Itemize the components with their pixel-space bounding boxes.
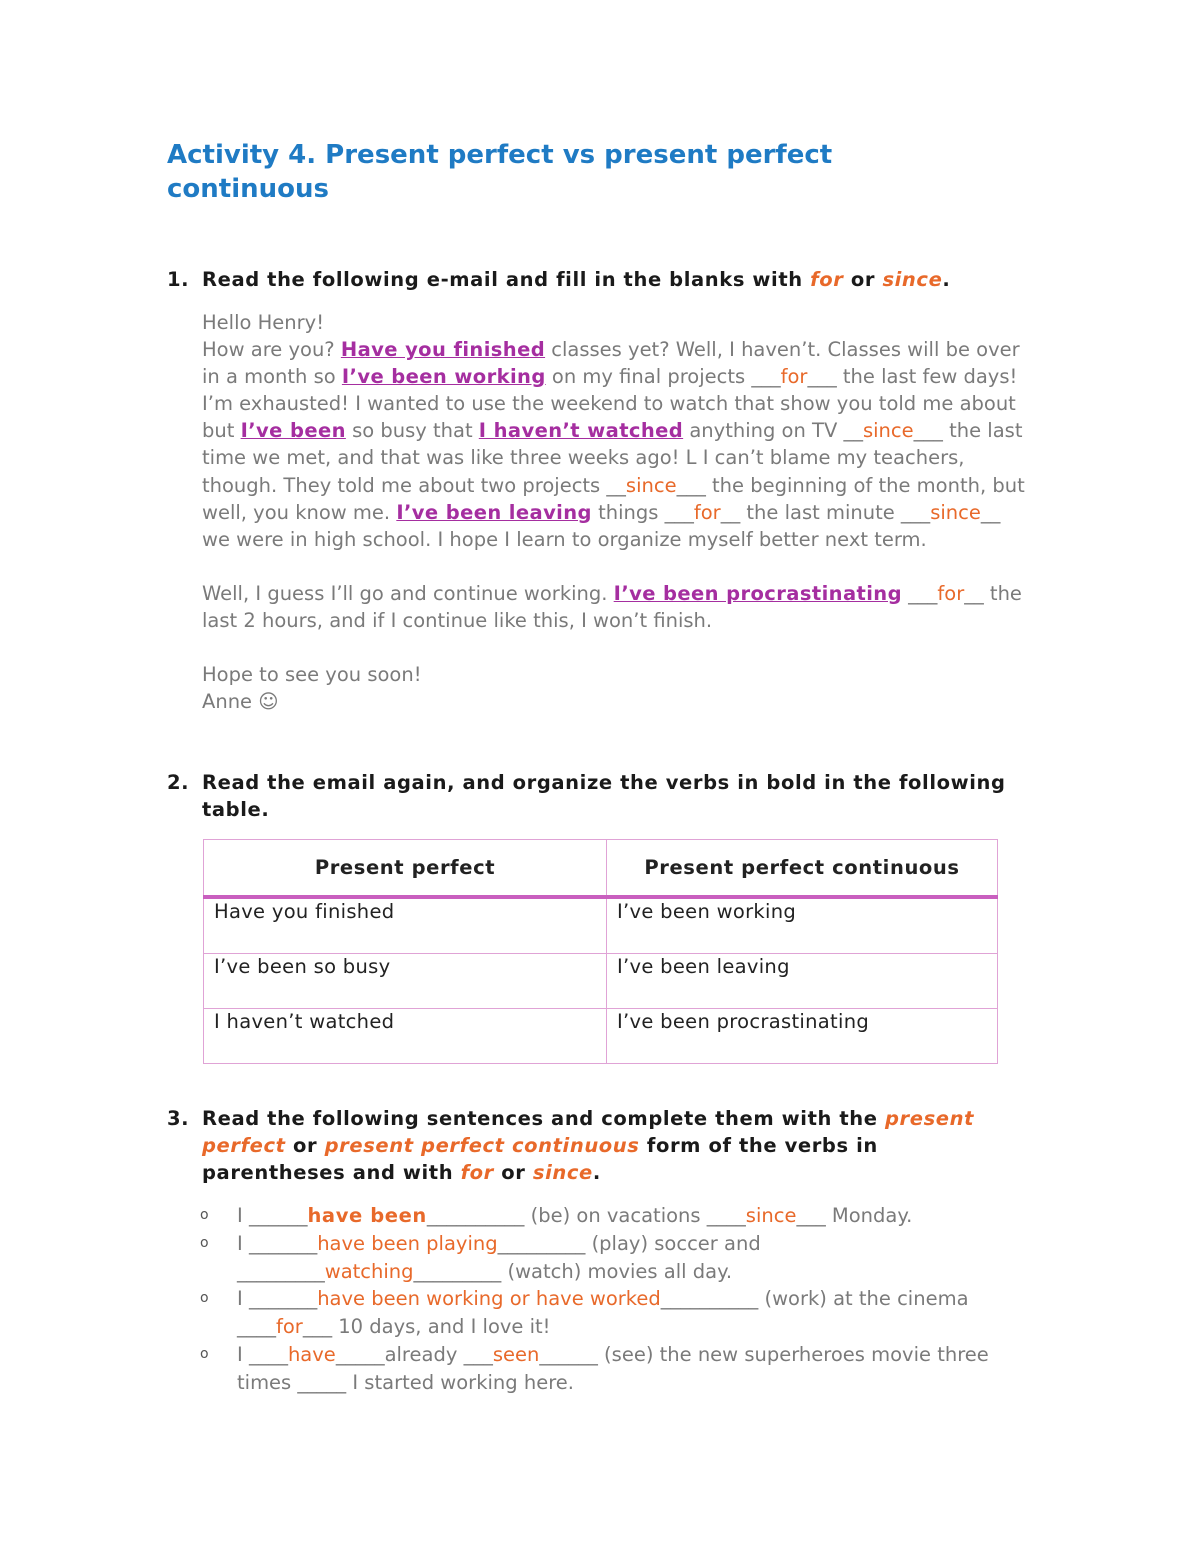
question-text-part: form of the verbs in parentheses and with <box>202 1134 878 1184</box>
answer-text: have been playing <box>317 1231 498 1255</box>
paragraph-gap <box>202 634 1032 661</box>
email-text: ___ the last few days! I’m exhausted! I wanted to use the weekend to watch that show you told me about but <box>202 365 1018 443</box>
answer-text: for <box>276 1315 303 1339</box>
question-text-part: . <box>592 1161 601 1184</box>
email-text: things ___ <box>591 500 694 524</box>
question-text-part: Read the following sentences and complete them with the <box>202 1107 885 1130</box>
list-item <box>200 1285 1030 1341</box>
answer-text: have been <box>307 1204 427 1227</box>
table-cell: I’ve been procrastinating <box>607 1009 998 1064</box>
question-text <box>202 1105 1027 1186</box>
sentence-text: I _______ <box>237 1287 318 1311</box>
table-row <box>204 1009 998 1064</box>
column-header-present-perfect: Present perfect <box>204 840 607 898</box>
sentence-text: I ______ <box>237 1204 308 1227</box>
list-item <box>200 1202 1030 1230</box>
option-present-perfect-continuous: present perfect continuous <box>324 1134 640 1157</box>
answer-text: since <box>745 1204 797 1227</box>
email-signature: Anne ☺ <box>202 690 279 714</box>
question-number: 1. <box>167 268 190 291</box>
list-item <box>200 1230 1030 1286</box>
blank-answer: since <box>862 419 914 443</box>
bold-verb: I’ve been leaving <box>396 500 592 524</box>
blank-answer: for <box>693 500 721 524</box>
sentence-text: _____already ___ <box>335 1342 493 1366</box>
email-text: How are you? <box>202 338 341 362</box>
list-item <box>200 1341 1030 1397</box>
question-text <box>202 266 1027 293</box>
blank-answer: since <box>930 500 981 524</box>
email-text: Well, I guess I’ll go and continue working. <box>202 581 614 605</box>
blank-answer: for <box>937 581 965 605</box>
email-text: ___ the beginning of the month, but well, you know me. <box>202 473 1025 524</box>
answer-text: watching <box>324 1259 414 1283</box>
bullet-icon: o <box>200 1207 209 1223</box>
bold-verb: I’ve been working <box>341 365 546 389</box>
email-text: __ we were in high school. I hope I learn to organize myself better next term. <box>202 500 1001 551</box>
exercise-list <box>200 1202 1030 1397</box>
bold-verb: I’ve been <box>240 419 346 443</box>
bold-verb: Have you finished <box>340 338 546 362</box>
sentence-text: _________ (watch) movies all day. <box>413 1259 733 1283</box>
option-present-perfect: present perfect <box>202 1107 975 1157</box>
option-since: since <box>532 1161 593 1184</box>
column-header-present-perfect-continuous: Present perfect continuous <box>607 840 998 898</box>
table-cell: I’ve been working <box>607 897 998 954</box>
table-cell: I haven’t watched <box>204 1009 607 1064</box>
answer-text: seen <box>492 1342 540 1366</box>
question-text-part: . <box>942 268 951 291</box>
question-text-part: or <box>493 1161 533 1184</box>
email-text: __ the last 2 hours, and if I continue like this, I won’t finish. <box>202 581 1022 632</box>
email-text: on my final projects ___ <box>545 365 781 389</box>
email-text: ___ <box>901 581 938 605</box>
blank-answer: since <box>625 473 677 497</box>
table-cell: Have you finished <box>204 897 607 954</box>
email-text: anything on TV __ <box>683 419 863 443</box>
sentence-text: ______ (see) the new superheroes movie three times _____ I started working here. <box>237 1342 989 1394</box>
sentence-text: __________ (work) at the cinema ____ <box>237 1287 969 1339</box>
blank-answer: for <box>780 365 808 389</box>
answer-text: have <box>287 1342 336 1366</box>
email-paragraph-2 <box>202 580 1032 634</box>
email-body <box>202 309 1032 715</box>
bullet-icon: o <box>200 1234 209 1251</box>
verbs-table <box>203 839 998 1064</box>
page-title: Activity 4. Present perfect vs present perfect continuous <box>167 140 833 204</box>
email-greeting: Hello Henry! <box>202 311 325 334</box>
paragraph-gap <box>202 553 1032 580</box>
option-for: for <box>460 1161 494 1184</box>
table-cell: I’ve been leaving <box>607 954 998 1009</box>
option-for: for <box>810 268 844 291</box>
bold-verb: I’ve been procrastinating <box>613 581 902 605</box>
email-closing: Hope to see you soon! <box>202 663 422 687</box>
question-text: Read the email again, and organize the verbs in bold in the following table. <box>202 771 1006 821</box>
question-text-part: or <box>843 268 883 291</box>
sentence-text: __________ (be) on vacations ____ <box>426 1204 746 1227</box>
email-text: __ the last minute ___ <box>720 500 931 524</box>
bullet-icon: o <box>200 1290 209 1307</box>
question-number: 3. <box>167 1107 190 1130</box>
sentence-text: _________ (play) soccer and _________ <box>237 1231 761 1283</box>
sentence-text: I _______ <box>237 1231 318 1255</box>
option-since: since <box>882 268 943 291</box>
sentence-text: I ____ <box>237 1342 288 1366</box>
sentence-text: ___ Monday. <box>796 1204 913 1227</box>
table-row <box>204 954 998 1009</box>
email-text: ___ the last time we met, and that was like three weeks ago! L I can’t blame my teachers, though. They told me about two projects __ <box>202 419 1023 497</box>
bold-verb: I haven’t watched <box>478 419 684 443</box>
email-paragraph-1 <box>202 336 1032 553</box>
email-text: classes yet? Well, I haven’t. Classes will be over in a month so <box>202 338 1020 389</box>
email-text: so busy that <box>345 419 479 443</box>
question-text-part: or <box>285 1134 325 1157</box>
bullet-icon: o <box>200 1345 209 1362</box>
table-cell: I’ve been so busy <box>204 954 607 1009</box>
question-number: 2. <box>167 771 190 794</box>
table-header-row <box>204 840 998 898</box>
sentence-text: ___ 10 days, and I love it! <box>302 1315 551 1339</box>
answer-text: have been working or have worked <box>317 1287 661 1311</box>
table-row <box>204 897 998 954</box>
question-text-part: Read the following e-mail and fill in the blanks with <box>202 268 811 291</box>
